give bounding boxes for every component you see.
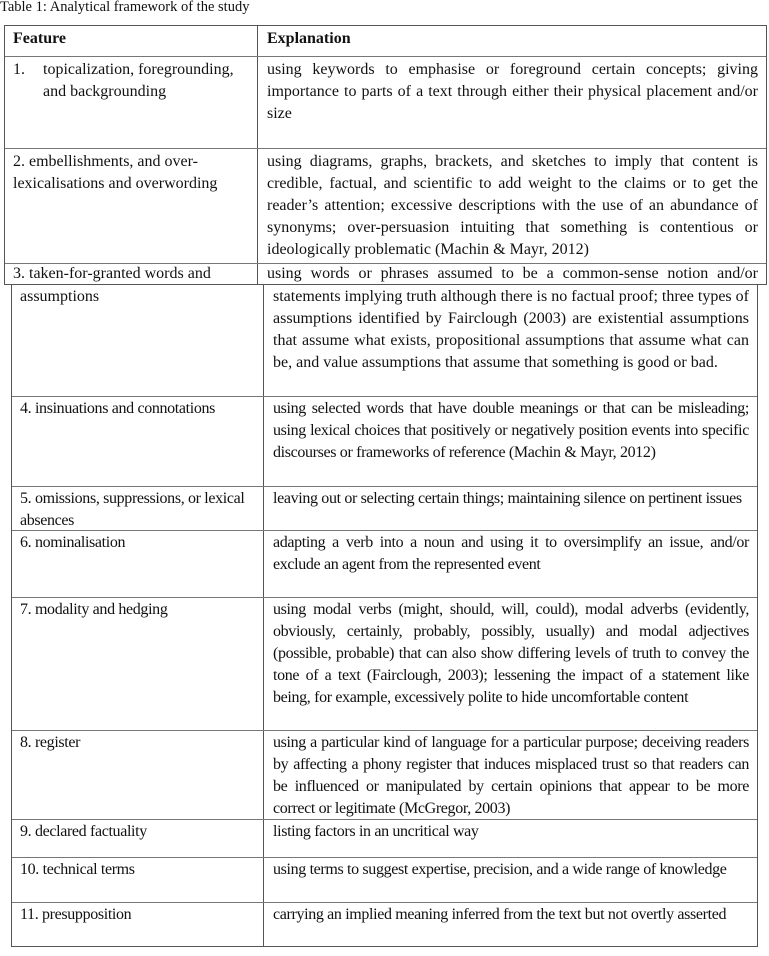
table-row (5, 148, 766, 263)
feature-cell (5, 149, 257, 263)
feature-cell: 7. modality and hedging (20, 601, 168, 618)
table-row (12, 530, 757, 597)
table-row-split-end (12, 285, 757, 396)
feature-cell: 11. presupposition (20, 906, 132, 923)
feature-cell (5, 57, 257, 148)
table-row (12, 819, 757, 857)
explanation-cell: using modal verbs (might, should, will, could), modal adverbs (evidently, obviously, certainly, probably, possibly, usually) and modal adjectives (possible, probable) that can also show differing levels of truth to convey the tone of a text (Fairclough, 2003); lessening the impact of a statement like being, for example, excessively polite to hide uncomfortable content (263, 598, 757, 730)
feature-cell: 9. declared factuality (20, 823, 147, 840)
explanation-cell: using words or phrases assumed to be a common-sense notion and/or (257, 264, 766, 285)
explanation-cell: using a particular kind of language for a particular purpose; deceiving readers by affecting a phony register that induces misplaced trust so that readers can be influenced or manipulated by certain opinions that appear to be more correct or legitimate (McGregor, 2003) (263, 731, 757, 819)
column-header-feature: Feature (13, 30, 67, 47)
feature-text-line-1: 2. embellishments, and over- (13, 153, 198, 170)
table-row (12, 486, 757, 530)
feature-cell: 4. insinuations and connotations (20, 400, 216, 417)
row-number: 1. (13, 61, 25, 78)
feature-cell: 6. nominalisation (20, 534, 126, 551)
explanation-cell: leaving out or selecting certain things; maintaining silence on pertinent issues (263, 487, 757, 530)
feature-cell: 8. register (20, 734, 81, 751)
table-row (12, 597, 757, 730)
table-row (12, 730, 757, 819)
feature-text-line-2: lexicalisations and overwording (13, 175, 218, 192)
explanation-cell: using selected words that have double meanings or that can be misleading; using lexical choices that positively or negatively position events into specific discourses or frameworks of reference (Machin & Mayr, 2012) (263, 397, 757, 486)
column-header-explanation: Explanation (257, 26, 766, 56)
explanation-cell: statements implying truth although there is no factual proof; three types of assumptions identified by Fairclough (2003) are existential assumptions that assume what exists, propositional assumptions that assume what can be, and value assumptions that assume that something is good or bad. (263, 285, 757, 396)
feature-cell: assumptions (20, 288, 100, 305)
framework-table-part-1 (4, 25, 767, 285)
explanation-cell: using terms to suggest expertise, precision, and a wide range of knowledge (263, 858, 757, 902)
feature-cell: 3. taken-for-granted words and (13, 265, 211, 282)
table-row (12, 902, 757, 946)
table-header-row (5, 26, 766, 56)
table-row-split-start (5, 263, 766, 285)
table-row (12, 857, 757, 902)
explanation-cell: using diagrams, graphs, brackets, and sketches to imply that content is credible, factual, and scientific to add weight to the claims or to get the reader’s attention; excessive descriptions with the use of an abundance of synonyms; over-persuasion intuiting that something is contentious or ideologically problematic (Machin & Mayr, 2012) (257, 149, 766, 263)
table-caption: Table 1: Analytical framework of the study (0, 0, 250, 15)
framework-table-part-2 (11, 284, 758, 947)
explanation-cell: using keywords to emphasise or foreground certain concepts; giving importance to parts of a text through either their physical placement and/or size (257, 57, 766, 148)
explanation-cell: carrying an implied meaning inferred from the text but not overtly asserted (263, 903, 757, 946)
feature-text: topicalization, foregrounding, and backgrounding (43, 61, 234, 100)
feature-cell: 5. omissions, suppressions, or lexical absences (20, 490, 245, 529)
table-row (5, 56, 766, 148)
explanation-cell: adapting a verb into a noun and using it to oversimplify an issue, and/or exclude an agent from the represented event (263, 531, 757, 597)
feature-cell: 10. technical terms (20, 861, 135, 878)
explanation-cell: listing factors in an uncritical way (263, 820, 757, 857)
table-row (12, 396, 757, 486)
